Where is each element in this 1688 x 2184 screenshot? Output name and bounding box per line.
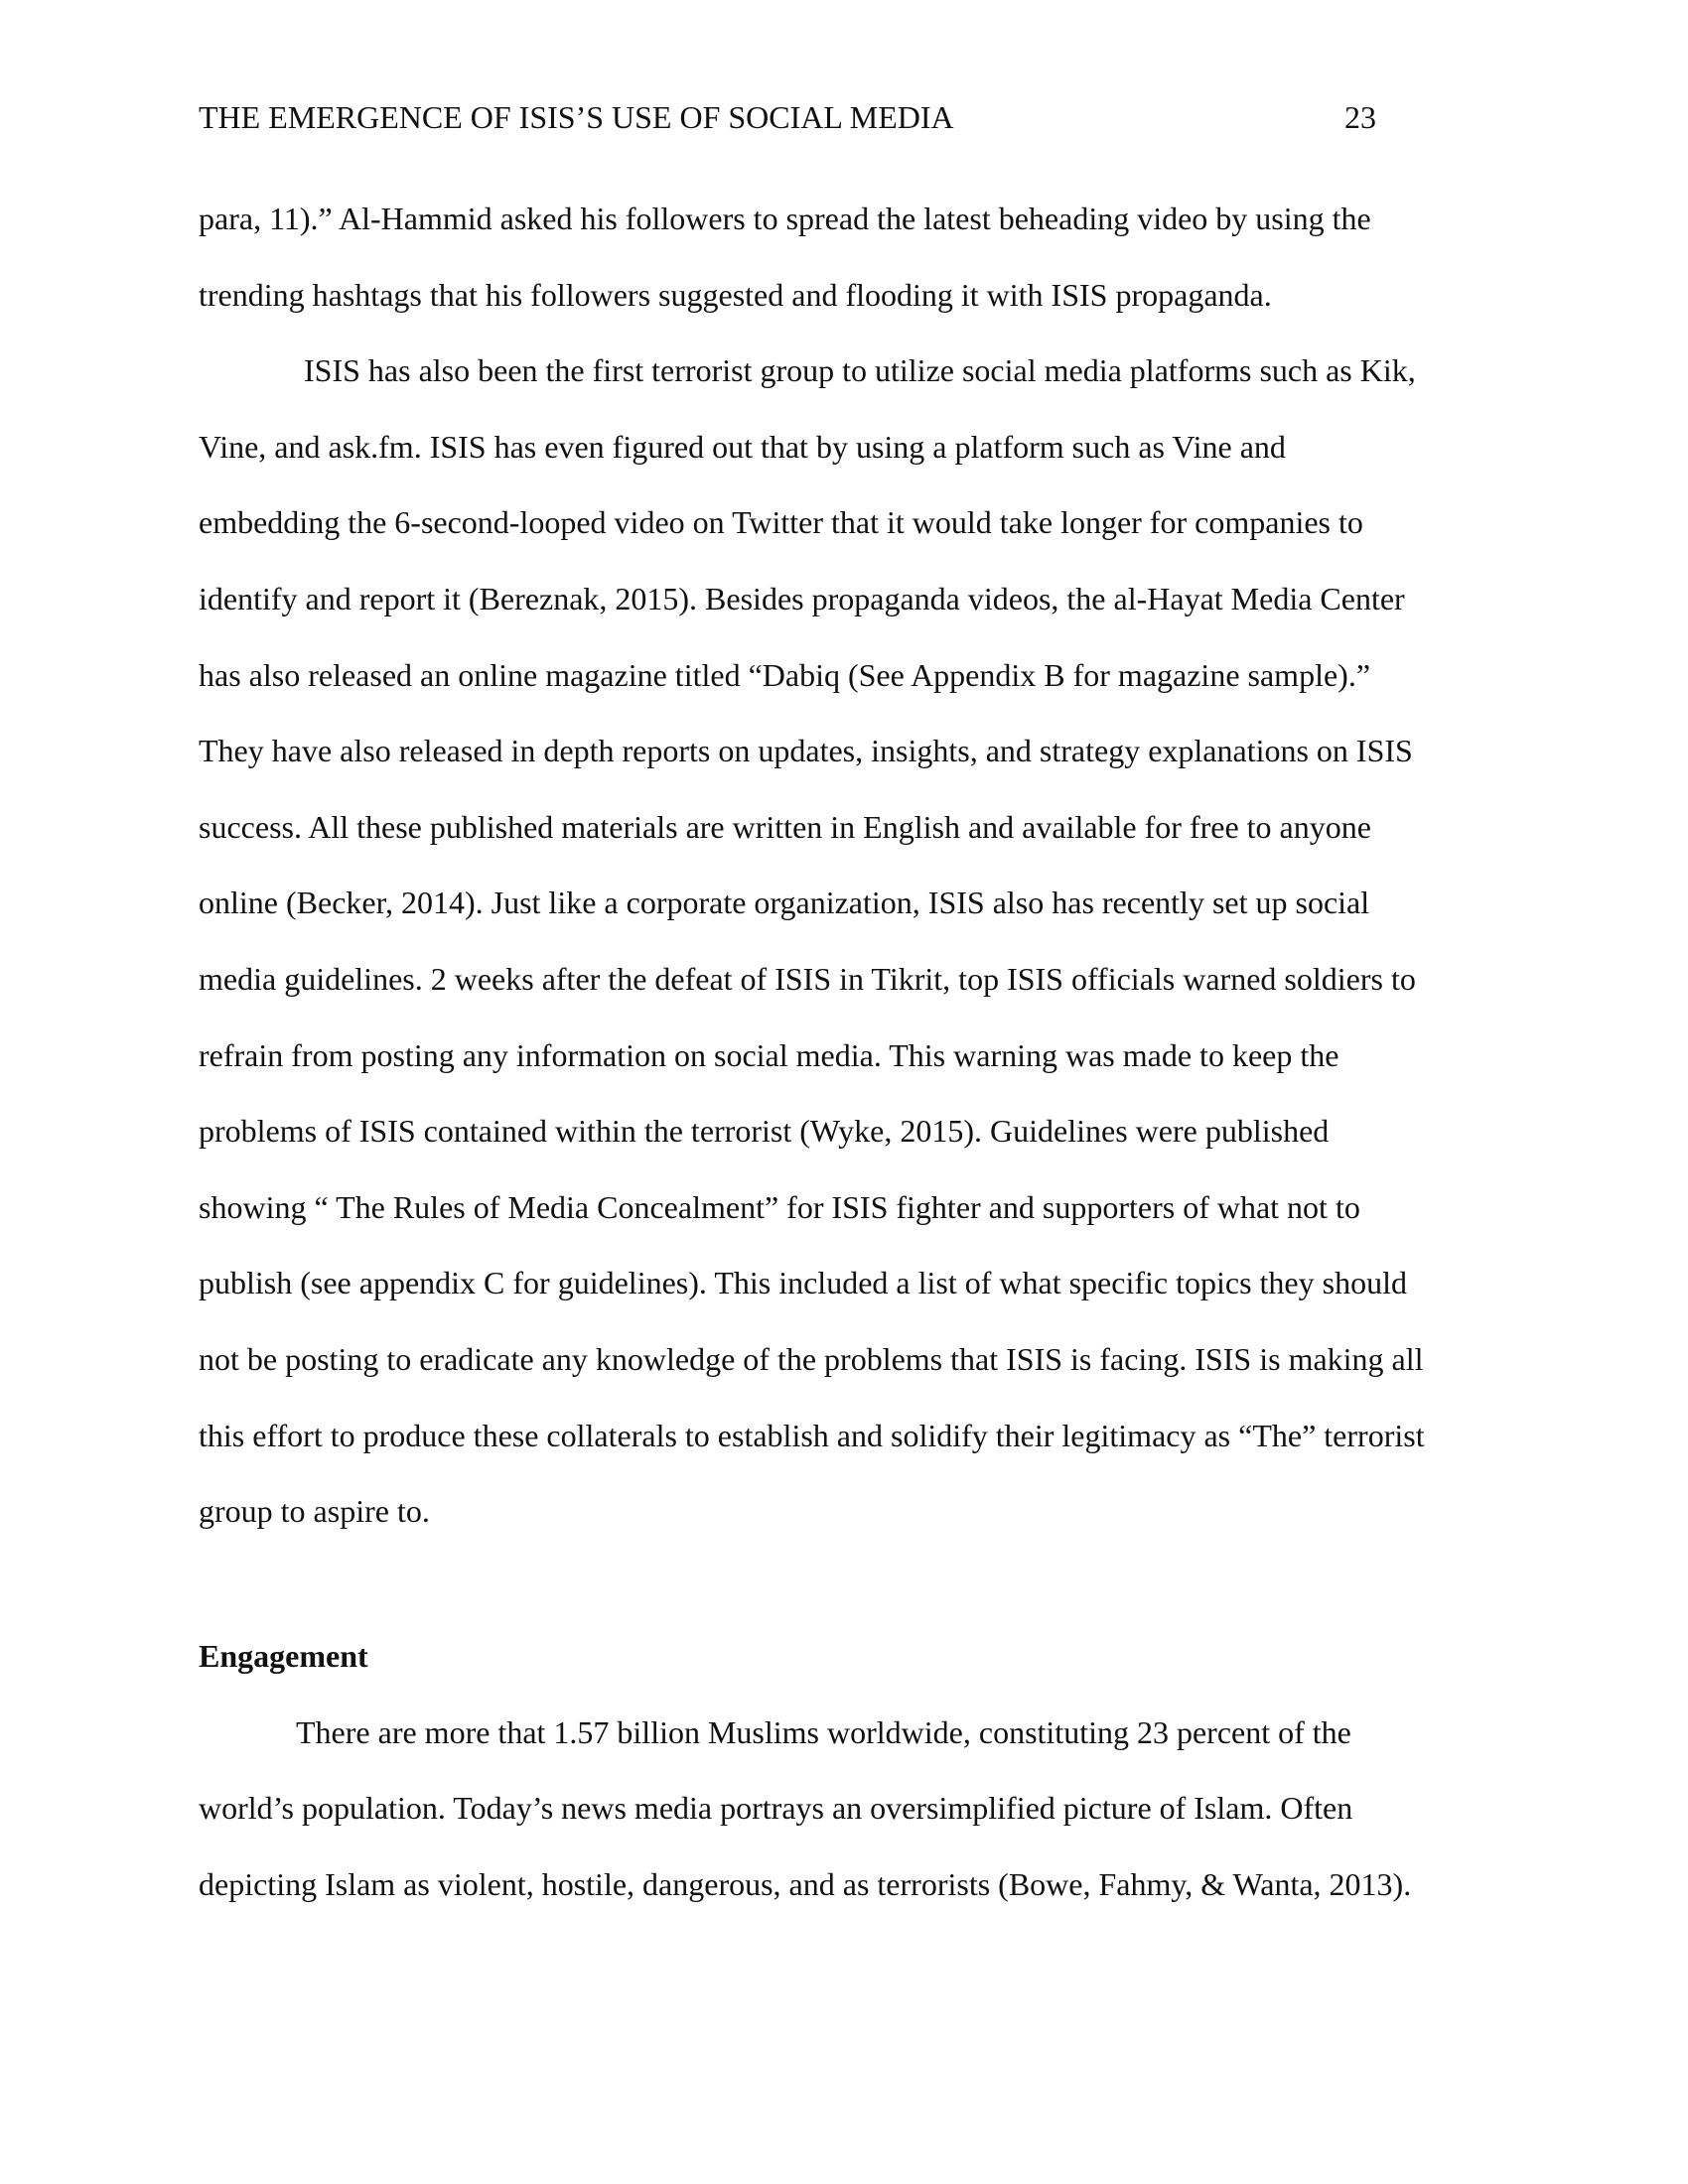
paragraph-engagement: [199, 1695, 1509, 1923]
text-line: success. All these published materials are written in English and available for free to anyone: [199, 808, 1371, 845]
text-line: Vine, and ask.fm. ISIS has even figured out that by using a platform such as Vine and: [199, 428, 1286, 465]
body-text-block: [199, 181, 1509, 1550]
text-line: ISIS has also been the first terrorist group to utilize social media platforms such as Kik,: [304, 352, 1416, 389]
running-head: THE EMERGENCE OF ISIS’S USE OF SOCIAL MEDIA: [199, 99, 954, 135]
text-line: showing “ The Rules of Media Concealment” for ISIS fighter and supporters of what not to: [199, 1188, 1360, 1225]
text-line: trending hashtags that his followers suggested and flooding it with ISIS propaganda.: [199, 276, 1272, 313]
text-line: embedding the 6-second-looped video on Twitter that it would take longer for companies to: [199, 504, 1363, 541]
section-heading: Engagement: [199, 1638, 368, 1674]
text-line: publish (see appendix C for guidelines). This included a list of what specific topics they should: [199, 1265, 1407, 1301]
text-line: para, 11).” Al-Hammid asked his followers to spread the latest beheading video by using the: [199, 201, 1371, 236]
paragraph-isis-platforms: [199, 333, 1509, 1550]
text-line: group to aspire to.: [199, 1493, 430, 1530]
text-line: refrain from posting any information on social media. This warning was made to keep the: [199, 1036, 1339, 1073]
text-line: has also released an online magazine titled “Dabiq (See Appendix B for magazine sample).”: [199, 656, 1371, 693]
text-line: online (Becker, 2014). Just like a corporate organization, ISIS also has recently set up social: [199, 885, 1370, 921]
text-line: They have also released in depth reports on updates, insights, and strategy explanations on ISIS: [199, 733, 1413, 769]
text-line: There are more that 1.57 billion Muslims worldwide, constituting 23 percent of the: [296, 1713, 1351, 1750]
text-line: world’s population. Today’s news media portrays an oversimplified picture of Islam. Often: [199, 1790, 1353, 1827]
text-line: identify and report it (Bereznak, 2015). Besides propaganda videos, the al-Hayat Media Center: [199, 580, 1405, 616]
text-line: this effort to produce these collaterals to establish and solidify their legitimacy as “The” terrorist: [199, 1417, 1425, 1453]
text-line: depicting Islam as violent, hostile, dangerous, and as terrorists (Bowe, Fahmy, & Wanta, 2013).: [199, 1865, 1412, 1902]
text-line: media guidelines. 2 weeks after the defeat of ISIS in Tikrit, top ISIS officials warned soldiers to: [199, 960, 1416, 997]
text-line: not be posting to eradicate any knowledge of the problems that ISIS is facing. ISIS is making all: [199, 1340, 1424, 1377]
paragraph-continued: [199, 181, 1509, 333]
text-line: problems of ISIS contained within the terrorist (Wyke, 2015). Guidelines were published: [199, 1113, 1330, 1150]
page-number: 23: [1344, 99, 1376, 135]
engagement-section: [199, 1618, 1509, 1922]
